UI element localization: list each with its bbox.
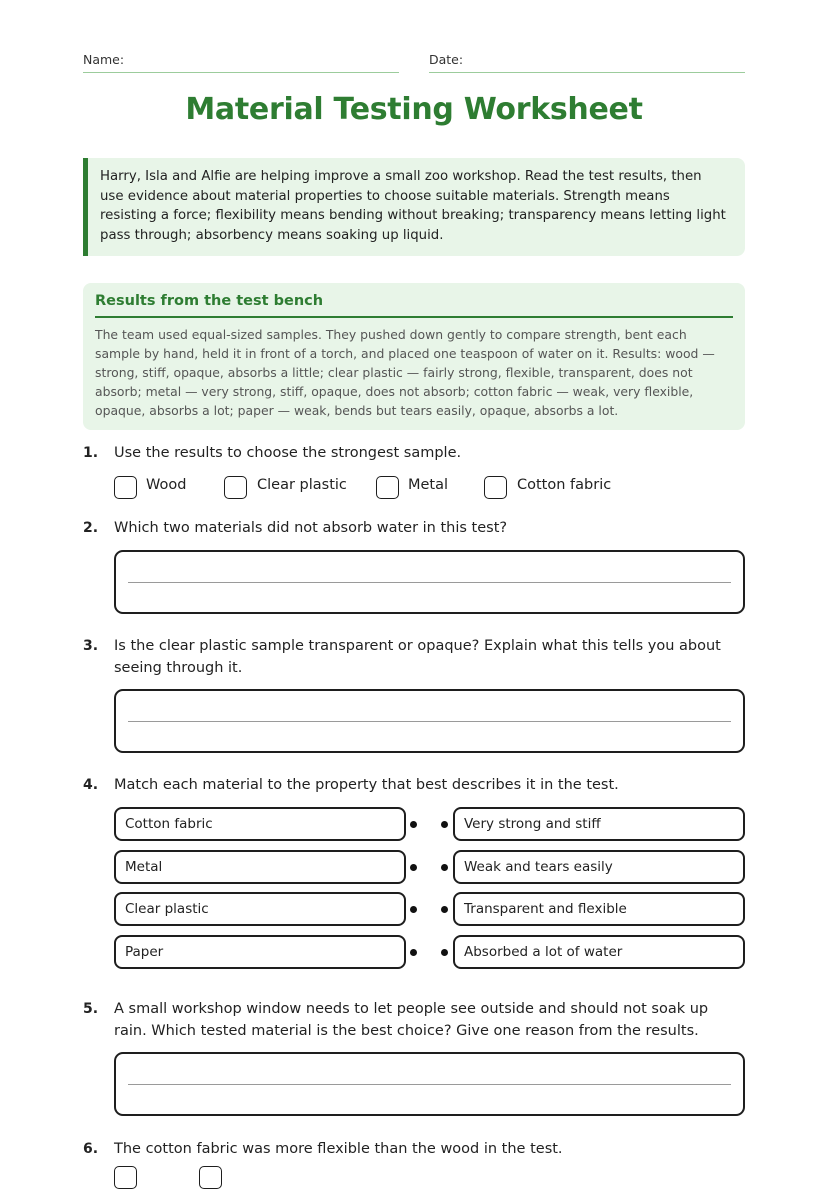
match-dot-left[interactable] — [410, 821, 417, 828]
question-number-6: 6. — [83, 1141, 99, 1157]
match-dot-left[interactable] — [410, 906, 417, 913]
match-left-paper[interactable]: Paper — [114, 935, 406, 969]
match-right-absorbed-water[interactable]: Absorbed a lot of water — [453, 935, 745, 969]
date-line[interactable] — [429, 72, 745, 73]
question-number-2: 2. — [83, 520, 99, 536]
intro-callout: Harry, Isla and Alfie are helping improve a small zoo workshop. Read the test results, then use evidence about material properties to choose suitable materials. Strength means resisting a force; flexibility means bending without breaking; transparency means letting light pass through; absorbency means soaking up liquid. — [83, 158, 745, 256]
question-text-4: Match each material to the property that best describes it in the test. — [114, 777, 619, 793]
option-label-wood: Wood — [146, 477, 187, 493]
results-title: Results from the test bench — [95, 293, 733, 318]
checkbox-cotton-fabric[interactable] — [484, 476, 507, 499]
question-number-1: 1. — [83, 445, 99, 461]
question-number-3: 3. — [83, 638, 99, 654]
name-line[interactable] — [83, 72, 399, 73]
question-text-5: A small workshop window needs to let people see outside and should not soak up rain. Which tested material is the best choice? Give one reason from the results. — [114, 1001, 709, 1039]
match-dot-right[interactable] — [441, 949, 448, 956]
question-number-5: 5. — [83, 1001, 99, 1017]
results-text: The team used equal-sized samples. They pushed down gently to compare strength, bent each sample by hand, held it in front of a torch, and placed one teaspoon of water on it. Results: wood — strong, stiff, opaque, absorbs a little; clear plastic — fairly strong, flexible, transparent, does not absorb; metal — very strong, stiff, opaque, does not absorb; cotton fabric — weak, very flexible, opaque, absorbs a lot; paper — weak, bends but tears easily, opaque, absorbs a lot. — [95, 327, 715, 418]
match-dot-right[interactable] — [441, 821, 448, 828]
answer-line — [128, 721, 731, 722]
page-title: Material Testing Worksheet — [185, 92, 643, 127]
question-text-6: The cotton fabric was more flexible than the wood in the test. — [114, 1141, 563, 1157]
match-right-weak-tears[interactable]: Weak and tears easily — [453, 850, 745, 884]
question-text-1: Use the results to choose the strongest sample. — [114, 445, 462, 461]
checkbox-metal[interactable] — [376, 476, 399, 499]
answer-line — [128, 1084, 731, 1085]
answer-box-2[interactable] — [114, 550, 745, 614]
option-label-clear-plastic: Clear plastic — [257, 477, 347, 493]
match-right-transparent[interactable]: Transparent and flexible — [453, 892, 745, 926]
results-panel — [83, 283, 745, 430]
question-number-4: 4. — [83, 777, 99, 793]
answer-line — [128, 582, 731, 583]
match-dot-left[interactable] — [410, 864, 417, 871]
answer-box-3[interactable] — [114, 689, 745, 753]
match-dot-right[interactable] — [441, 906, 448, 913]
name-label: Name: — [83, 52, 125, 67]
option-label-cotton-fabric: Cotton fabric — [517, 477, 612, 493]
date-label: Date: — [429, 52, 464, 67]
match-dot-left[interactable] — [410, 949, 417, 956]
match-left-metal[interactable]: Metal — [114, 850, 406, 884]
answer-box-5[interactable] — [114, 1052, 745, 1116]
match-right-very-strong[interactable]: Very strong and stiff — [453, 807, 745, 841]
question-text-2: Which two materials did not absorb water in this test? — [114, 520, 508, 536]
checkbox-wood[interactable] — [114, 476, 137, 499]
match-left-clear-plastic[interactable]: Clear plastic — [114, 892, 406, 926]
option-label-metal: Metal — [408, 477, 449, 493]
match-dot-right[interactable] — [441, 864, 448, 871]
checkbox-true[interactable] — [114, 1166, 137, 1189]
checkbox-clear-plastic[interactable] — [224, 476, 247, 499]
match-left-cotton-fabric[interactable]: Cotton fabric — [114, 807, 406, 841]
question-text-3: Is the clear plastic sample transparent or opaque? Explain what this tells you about seeing through it. — [114, 638, 721, 676]
checkbox-false[interactable] — [199, 1166, 222, 1189]
